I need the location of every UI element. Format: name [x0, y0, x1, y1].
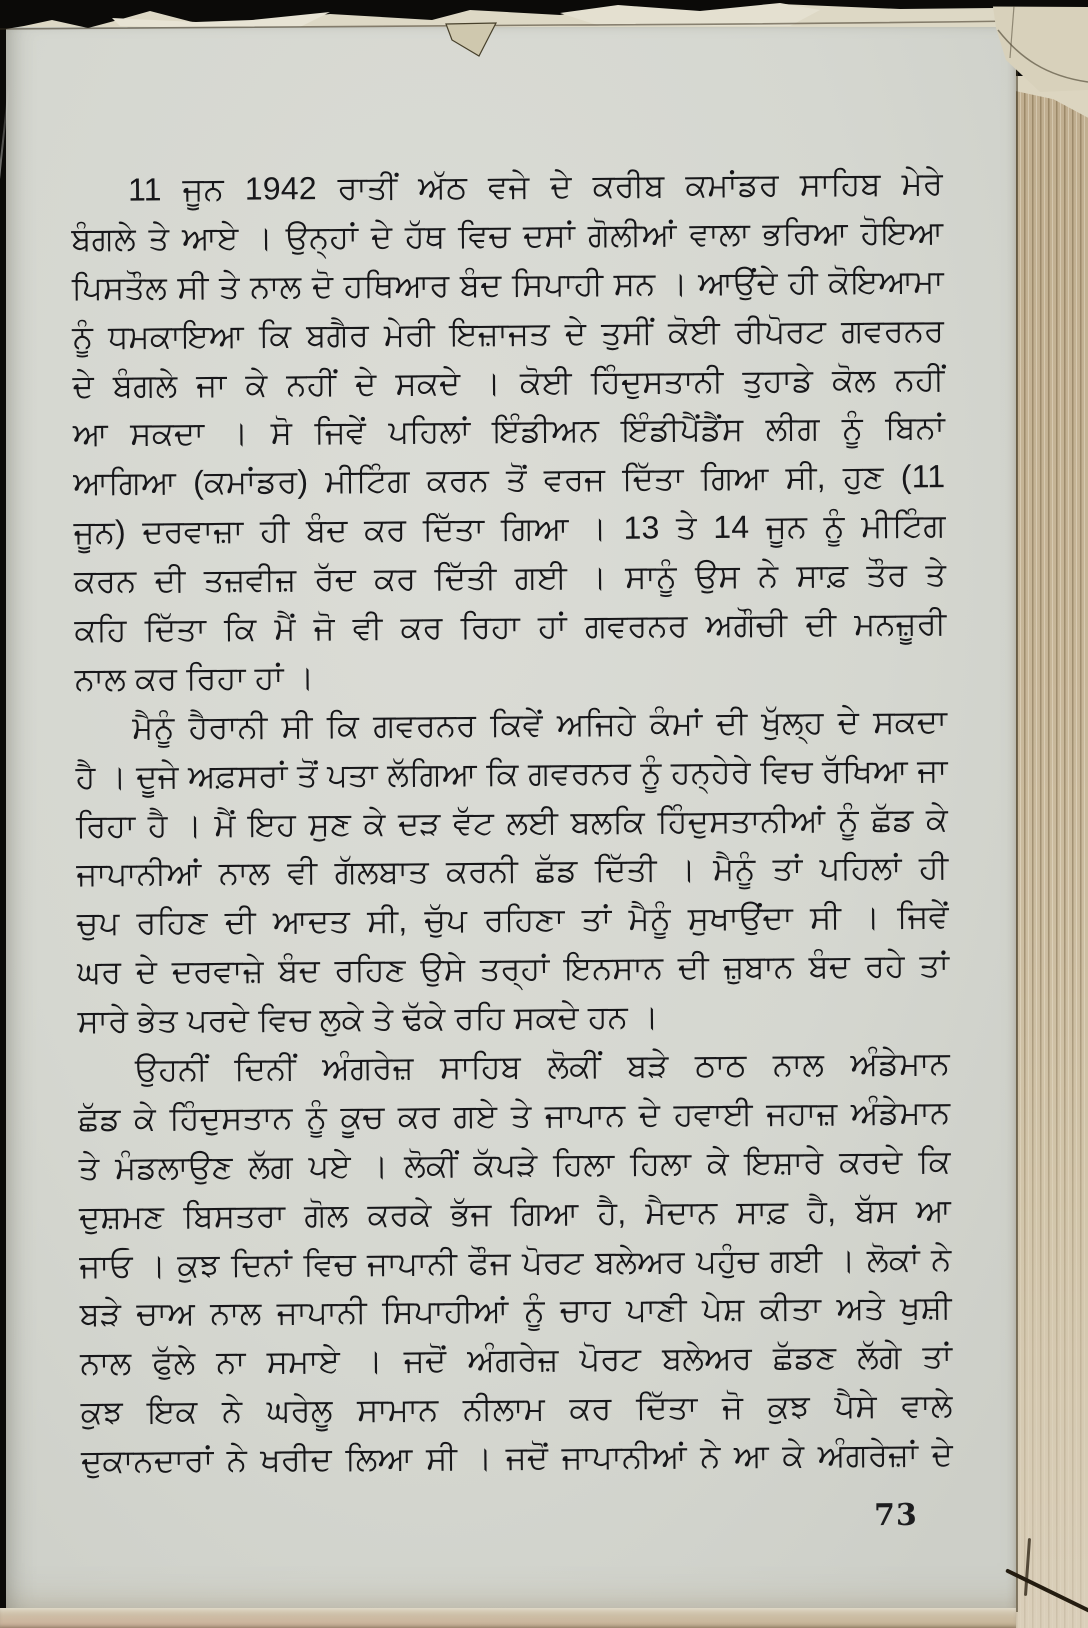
text-line: ਨਾਲ ਫੁੱਲੇ ਨਾ ਸਮਾਏ । ਜਦੋਂ ਅੰਗਰੇਜ਼ ਪੋਰਟ ਬਲੇਅਰ ਛੱਡਣ ਲੱਗੇ ਤਾਂ — [80, 1338, 953, 1382]
text-line: ਰਿਹਾ ਹੈ । ਮੈਂ ਇਹ ਸੁਣ ਕੇ ਦੜ ਵੱਟ ਲਈ ਬਲਕਿ ਹਿੰਦੁਸਤਾਨੀਆਂ ਨੂੰ ਛੱਡ ਕੇ — [75, 800, 949, 844]
text-line: ਚੁਪ ਰਹਿਣ ਦੀ ਆਦਤ ਸੀ, ਚੁੱਪ ਰਹਿਣਾ ਤਾਂ ਮੈਨੂੰ ਸੁਖਾਉਂਦਾ ਸੀ । ਜਿਵੇਂ — [76, 898, 949, 942]
text-line: 11 ਜੂਨ 1942 ਰਾਤੀਂ ਅੱਠ ਵਜੇ ਦੇ ਕਰੀਬ ਕਮਾਂਡਰ ਸਾਹਿਬ ਮੇਰੇ — [127, 165, 944, 208]
text-line: ਕੁਝ ਇਕ ਨੇ ਘਰੇਲੂ ਸਾਮਾਨ ਨੀਲਾਮ ਕਰ ਦਿੱਤਾ ਜੋ ਕੁਝ ਪੈਸੇ ਵਾਲੇ — [80, 1387, 953, 1431]
text-line: ਪਿਸਤੌਲ ਸੀ ਤੇ ਨਾਲ ਦੋ ਹਥਿਆਰ ਬੰਦ ਸਿਪਾਹੀ ਸਨ । ਆਉਂਦੇ ਹੀ ਕੋਇਆਮਾ — [71, 262, 944, 306]
torn-paper-edge — [0, 0, 1088, 92]
text-line: ਦੁਸ਼ਮਣ ਬਿਸਤਰਾ ਗੋਲ ਕਰਕੇ ਭੱਜ ਗਿਆ ਹੈ, ਮੈਦਾਨ ਸਾਫ਼ ਹੈ, ਬੱਸ ਆ — [78, 1191, 952, 1235]
text-line: ਤੇ ਮੰਡਲਾਉਣ ਲੱਗ ਪਏ । ਲੋਕੀਂ ਕੱਪੜੇ ਹਿਲਾ ਹਿਲਾ ਕੇ ਇਸ਼ਾਰੇ ਕਰਦੇ ਕਿ — [78, 1142, 951, 1186]
paragraph-3 — [78, 1039, 953, 1486]
text-line: ਮੈਨੂੰ ਹੈਰਾਨੀ ਸੀ ਕਿ ਗਵਰਨਰ ਕਿਵੇਂ ਅਜਿਹੇ ਕੰਮਾਂ ਦੀ ਖੁੱਲ੍ਹ ਦੇ ਸਕਦਾ — [132, 702, 948, 746]
paragraph-2 — [75, 697, 950, 1046]
page-text-block — [71, 159, 953, 1486]
text-line: ਆਗਿਆ (ਕਮਾਂਡਰ) ਮੀਟਿੰਗ ਕਰਨ ਤੋਂ ਵਰਜ ਦਿੱਤਾ ਗਿਆ ਸੀ, ਹੁਣ (11 — [73, 458, 946, 502]
page-stack-striations — [1016, 78, 1088, 1628]
text-line: ਨੂੰ ਧਮਕਾਇਆ ਕਿ ਬਗੈਰ ਮੇਰੀ ਇਜ਼ਾਜਤ ਦੇ ਤੁਸੀਂ ਕੋਈ ਰੀਪੋਰਟ ਗਵਰਨਰ — [72, 311, 945, 355]
bottom-page-edge — [0, 1608, 1016, 1628]
book-page — [6, 24, 1016, 1612]
text-line: ਸਾਰੇ ਭੇਤ ਪਰਦੇ ਵਿਚ ਲੁਕੇ ਤੇ ਢੱਕੇ ਰਹਿ ਸਕਦੇ ਹਨ । — [77, 998, 659, 1040]
page-crease — [0, 84, 10, 412]
text-line: ਬੰਗਲੇ ਤੇ ਆਏ । ਉਨ੍ਹਾਂ ਦੇ ਹੱਥ ਵਿਚ ਦਸਾਂ ਗੋਲੀਆਂ ਵਾਲਾ ਭਰਿਆ ਹੋਇਆ — [71, 214, 944, 257]
text-line: ਬੜੇ ਚਾਅ ਨਾਲ ਜਾਪਾਨੀ ਸਿਪਾਹੀਆਂ ਨੂੰ ਚਾਹ ਪਾਣੀ ਪੇਸ਼ ਕੀਤਾ ਅਤੇ ਖੁਸ਼ੀ — [79, 1289, 952, 1333]
text-line: ਕਰਨ ਦੀ ਤਜ਼ਵੀਜ਼ ਰੱਦ ਕਰ ਦਿੱਤੀ ਗਈ । ਸਾਨੂੰ ਉਸ ਨੇ ਸਾਫ਼ ਤੌਰ ਤੇ — [73, 556, 947, 600]
text-line: ਆ ਸਕਦਾ । ਸੋ ਜਿਵੇਂ ਪਹਿਲਾਂ ਇੰਡੀਅਨ ਇੰਡੀਪੈਂਡੈਂਸ ਲੀਗ ਨੂੰ ਬਿਨਾਂ — [72, 409, 946, 453]
text-line: ਜਾਓ । ਕੁਝ ਦਿਨਾਂ ਵਿਚ ਜਾਪਾਨੀ ਫੌਜ ਪੋਰਟ ਬਲੇਅਰ ਪਹੁੰਚ ਗਈ । ਲੋਕਾਂ ਨੇ — [79, 1240, 952, 1284]
paragraph-1 — [71, 159, 947, 704]
page-number: 73 — [873, 1497, 918, 1534]
text-line: ਘਰ ਦੇ ਦਰਵਾਜ਼ੇ ਬੰਦ ਰਹਿਣ ਉਸੇ ਤਰ੍ਹਾਂ ਇਨਸਾਨ ਦੀ ਜ਼ੁਬਾਨ ਬੰਦ ਰਹੇ ਤਾਂ — [77, 947, 950, 991]
text-line: ਦੁਕਾਨਦਾਰਾਂ ਨੇ ਖਰੀਦ ਲਿਆ ਸੀ । ਜਦੋਂ ਜਾਪਾਨੀਆਂ ਨੇ ਆ ਕੇ ਅੰਗਰੇਜ਼ਾਂ ਦੇ — [80, 1436, 954, 1480]
text-line: ਛੱਡ ਕੇ ਹਿੰਦੁਸਤਾਨ ਨੂੰ ਕੂਚ ਕਰ ਗਏ ਤੇ ਜਾਪਾਨ ਦੇ ਹਵਾਈ ਜਹਾਜ਼ ਅੰਡੇਮਾਨ — [78, 1094, 951, 1137]
text-line: ਉਹਨੀਂ ਦਿਨੀਂ ਅੰਗਰੇਜ਼ ਸਾਹਿਬ ਲੋਕੀਂ ਬੜੇ ਠਾਠ ਨਾਲ ਅੰਡੇਮਾਨ — [134, 1045, 951, 1088]
text-line: ਜਾਪਾਨੀਆਂ ਨਾਲ ਵੀ ਗੱਲਬਾਤ ਕਰਨੀ ਛੱਡ ਦਿੱਤੀ । ਮੈਨੂੰ ਤਾਂ ਪਹਿਲਾਂ ਹੀ — [76, 849, 949, 893]
page-stack-fore-edge — [1016, 78, 1088, 1628]
text-line: ਨਾਲ ਕਰ ਰਿਹਾ ਹਾਂ । — [74, 659, 315, 697]
text-line: ਜੂਨ) ਦਰਵਾਜ਼ਾ ਹੀ ਬੰਦ ਕਰ ਦਿੱਤਾ ਗਿਆ । 13 ਤੇ 14 ਜੂਨ ਨੂੰ ਮੀਟਿੰਗ — [73, 507, 946, 551]
text-line: ਹੈ । ਦੂਜੇ ਅਫ਼ਸਰਾਂ ਤੋਂ ਪਤਾ ਲੱਗਿਆ ਕਿ ਗਵਰਨਰ ਨੂੰ ਹਨ੍ਹੇਰੇ ਵਿਚ ਰੱਖਿਆ ਜਾ — [75, 751, 948, 795]
text-line: ਕਹਿ ਦਿੱਤਾ ਕਿ ਮੈਂ ਜੋ ਵੀ ਕਰ ਰਿਹਾ ਹਾਂ ਗਵਰਨਰ ਅਗੌਚੀ ਦੀ ਮਨਜ਼ੂਰੀ — [74, 605, 947, 649]
text-line: ਦੇ ਬੰਗਲੇ ਜਾ ਕੇ ਨਹੀਂ ਦੇ ਸਕਦੇ । ਕੋਈ ਹਿੰਦੁਸਤਾਨੀ ਤੁਹਾਡੇ ਕੋਲ ਨਹੀਂ — [72, 360, 945, 404]
